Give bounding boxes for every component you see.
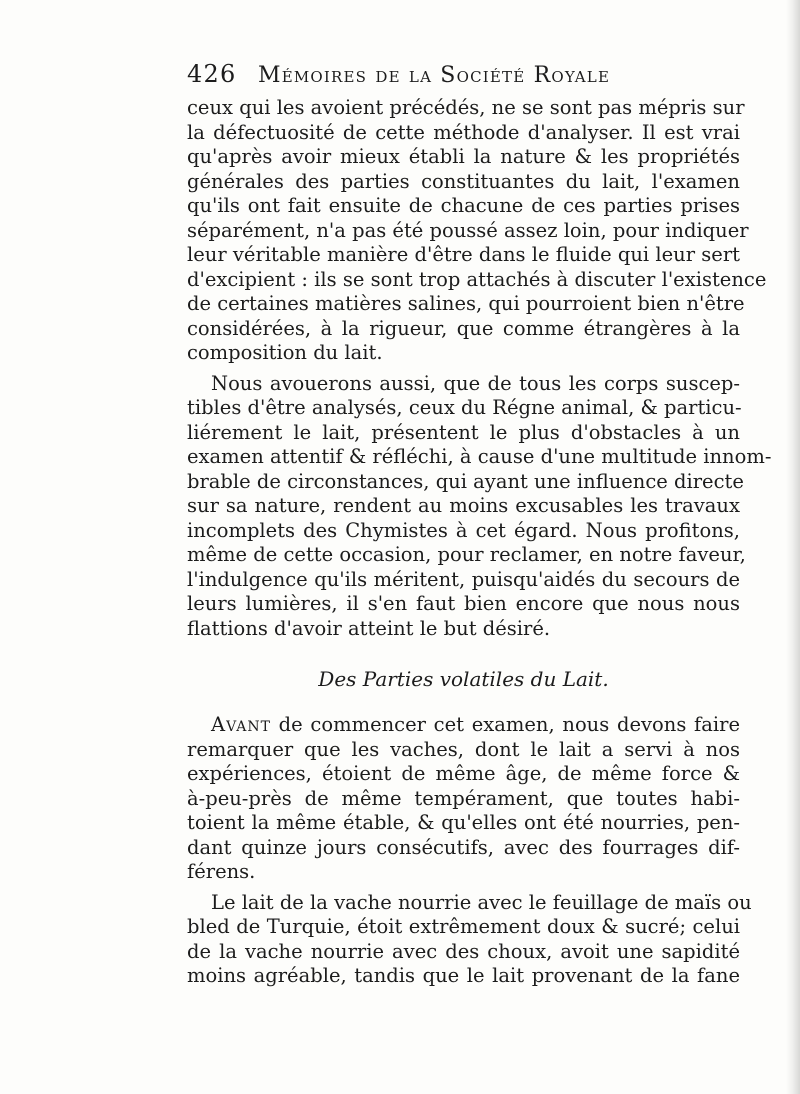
text-line: à-peu-près de même tempérament, que toutes habi- [187, 786, 740, 810]
text-line: brable de circonstances, qui ayant une influence directe [187, 469, 744, 493]
text-line: sur sa nature, rendent au moins excusables les travaux [187, 494, 740, 517]
text-line: férens. [187, 860, 256, 883]
paragraph-4 [187, 890, 752, 989]
text-line: toient la même étable, & qu'elles ont été nourries, pen- [187, 811, 740, 834]
body-text-continued [187, 713, 752, 989]
paragraph-3 [187, 713, 740, 885]
text-line: d'excipient : ils se sont trop attachés à discuter l'existence [187, 267, 767, 291]
text-line: qu'après avoir mieux établi la nature & les propriétés [187, 145, 740, 168]
text-line: la défectuosité de cette méthode d'analyser. Il est vrai [187, 120, 740, 144]
text-line: considérées, à la rigueur, que comme étrangères à la [187, 316, 740, 340]
page-header [187, 60, 727, 96]
text-line: tibles d'être analysés, ceux du Régne animal, & particu- [187, 396, 742, 419]
text-line: séparément, n'a pas été poussé assez loin, pour indiquer [187, 218, 749, 242]
page-number: 426 [187, 60, 237, 88]
running-title: Mémoires de la Société Royale [257, 63, 611, 88]
text-line: de la vache nourrie avec des choux, avoit une sapidité [187, 939, 740, 963]
text-line: dant quinze jours consécutifs, avec des fourrages dif- [187, 835, 740, 859]
text-line: moins agréable, tandis que le lait provenant de la fane [187, 964, 740, 987]
text-line [187, 713, 740, 738]
text-line: Le lait de la vache nourrie avec le feuillage de maïs ou [211, 890, 752, 914]
text-line: même de cette occasion, pour reclamer, en notre faveur, [187, 543, 746, 566]
text-line: de certaines matières salines, qui pourroient bien n'être [187, 292, 745, 315]
text-line: liérement le lait, présentent le plus d'obstacles à un [187, 420, 740, 444]
text-line: Nous avouerons aussi, que de tous les corps suscep- [211, 371, 740, 395]
paragraph-1 [187, 96, 767, 366]
text-line: expériences, étoient de même âge, de même force & [187, 762, 740, 785]
paragraph-2 [187, 371, 772, 642]
lead-line-rest: de commencer cet examen, nous devons faire [270, 713, 740, 736]
lead-word: Avant [211, 713, 271, 736]
section-heading: Des Parties volatiles du Lait. [318, 667, 609, 691]
text-line: leurs lumières, il s'en faut bien encore que nous nous [187, 592, 740, 615]
text-line: leur véritable manière d'être dans le fluide qui leur sert [187, 243, 740, 266]
body-text [187, 96, 772, 641]
text-line: examen attentif & réfléchi, à cause d'une multitude innom- [187, 445, 772, 468]
text-line: incomplets des Chymistes à cet égard. Nous profitons, [187, 518, 740, 542]
text-line: remarquer que les vaches, dont le lait a servi à nos [187, 737, 740, 761]
text-line: composition du lait. [187, 341, 383, 364]
text-line: l'indulgence qu'ils méritent, puisqu'aidés du secours de [187, 567, 740, 591]
text-line: générales des parties constituantes du lait, l'examen [187, 169, 740, 193]
text-line: flattions d'avoir atteint le but désiré. [187, 616, 551, 640]
text-line: ceux qui les avoient précédés, ne se sont pas mépris sur [187, 96, 745, 119]
text-line: bled de Turquie, étoit extrêmement doux & sucré; celui [187, 915, 740, 938]
text-line: qu'ils ont fait ensuite de chacune de ces parties prises [187, 194, 740, 217]
page-edge-shadow [786, 0, 800, 1094]
